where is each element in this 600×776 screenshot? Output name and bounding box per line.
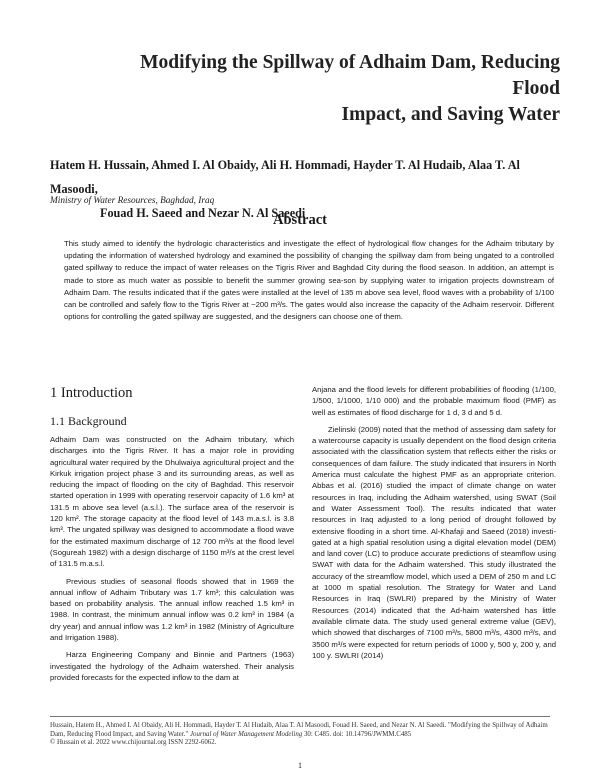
right-column [312,384,556,661]
body-paragraph: Zielinski (2009) noted that the method of assessing dam safety for a watercourse capacity is usually dependent on the flood design criteria associated with the classification system that reflects either the risks or consequences of dam failure. The study indicated that insurers in North America must calculate the highest PMF as an appropriate criterion. Abbas et al. (2016) studied the impact of climate change on water resources in Iraq, including the Adhaim watershed, using SWAT (Soil and Water Assessment Tool). The results indicated that water resources in Iraq adjusted to a long period of drought followed by extensive flooding in a short time. Al-Khafaji and Saeed (2018) investi-gated at a high spatial resolution using a digital elevation model (DEM) and land cover (LC) to produce accurate predictions of steamflow using SWAT with data for the Adhaim watershed. This study illustrated the accuracy of the streamflow model, which used a DEM of 250 m and LC at 1000 m spatial resolution. The Strategy for Water and Land Resources in Iraq (SWLRI) prepared by the Ministry of Water Resources (2014) indicated that the Ad-haim watershed has little available climate data. The study used general extreme value (GEV), which showed that discharges of 7100 m³/s, 5800 m³/s, 4300 m³/s, and 3500 m³/s were expected for return periods of 1000 y, 500 y, 200 y, and 100 y. SWLRI (2014) [312,424,556,660]
title-line-2: Impact, and Saving Water [341,104,560,125]
left-column [50,384,294,683]
authors-line-1: Hatem H. Hussain, Ahmed I. Al Obaidy, Ali H. Hommadi, Hayder T. Al Hudaib, Alaa T. Al Masoodi, [50,158,520,196]
journal-name: Journal of Water Management Modeling [189,730,303,738]
body-paragraph: Adhaim Dam was constructed on the Adhaim tributary, which discharges into the Tigris River. It has a major role in providing agricultural water required by the Dhulwaiya agricultural project and the Kirkuk irrigation project phase 3 and its surrounding areas, as well as reducing the impact of flooding on the city of Baghdad. This reservoir started operation in 1999 with operating reservoir capacity of 1.6 km³ at 131.5 m above sea level (a.s.l.). The surface area of the reservoir is 120 km². The storage capacity at the flood level of 143 m.a.s.l. is 3.8 km³. The ungated spillway was designed to accommodate a flood wave for the estimated maximum discharge of 12 700 m³/s at the flood level (Sogureah 1982) with a design discharge of 1150 m³/s at the crest level of 131.5 m.a.s.l. [50,435,294,569]
doi-link[interactable]: doi: 10.14796/JWMM.C485 [332,730,412,738]
affiliation: Ministry of Water Resources, Baghdad, Iraq [50,196,215,206]
abstract-heading: Abstract [273,212,327,228]
body-paragraph: Previous studies of seasonal floods showed that in 1969 the annual inflow of Adhaim Tributary was 1.7 km³; this calculation was based on probability analysis. The annual inflow reached 1.5 km³ in 1988. In contrast, the minimum annual inflow was 0.2 km³ in 1984 (a dry year) and annual inflow was 1.2 km³ in 1982 (Ministry of Agriculture and Irrigation 1988). [50,576,294,643]
abstract-text: This study aimed to identify the hydrologic characteristics and investigate the effect of hydrological flow changes for the Adhaim tributary by updating the information of watershed hydrology and examined the possibility of changing the spillway dam from being ungated to a controlled gated spillway to reduce the impact of water releases on the Tigris River and Baghdad City during the flood season. In addition, an attempt is made to store as much water as possible to benefit the summer growing sea-son by supplying water to irrigation projects downstream of Adhaim Dam. The results indicated that if the gates were installed at the level of 135 m above sea level, flood waves with a probability of 1/100 can be controlled and safely flow to the Tigris River at ~200 m³/s. The gates would also increase the capacity of the Adhaim reservoir. Different options for controlling the gated spillway are suggested, and the designers can choose one of them. [64,239,554,322]
body-paragraph: Anjana and the flood levels for different probabilities of flooding (1/100, 1/500, 1/1000, 1/10 000) and the probable maximum flood (PMF) as well as estimates of flood discharge for 1 d, 3 d and 5 d. [312,385,556,417]
citation-text: Hussain, Hatem H., Ahmed I. Al Obaidy, Ali H. Hommadi, Hayder T. Al Hudaib, Alaa T. Al Masoodi, Fouad H. Saeed, and Nezar N. Al Saeedi. "Modifying the Spillway of Adhaim Dam, Reducing Flood Impact, and Saving Water." [50,722,548,738]
copyright-line: © Hussain et al. 2022 www.chijournal.org ISSN 2292-6062. [50,739,217,747]
body-paragraph: Harza Engineering Company and Binnie and Partners (1963) investigated the hydrology of the Adhaim watershed. Their analysis provided forecasts for the expected inflow to the dam at [50,650,294,682]
journal-volume: 30: C485. [303,730,332,738]
page-number: 1 [298,761,302,770]
authors-line-2: Fouad H. Saeed and Nezar N. Al Saeedi [100,206,306,220]
section-1-heading: 1 Introduction [50,385,133,401]
section-1-1-heading: 1.1 Background [50,414,127,428]
footer-citation [50,722,550,748]
title-line-1: Modifying the Spillway of Adhaim Dam, Reducing Flood [140,52,560,99]
paper-title [120,50,560,128]
footer-divider [50,716,550,717]
